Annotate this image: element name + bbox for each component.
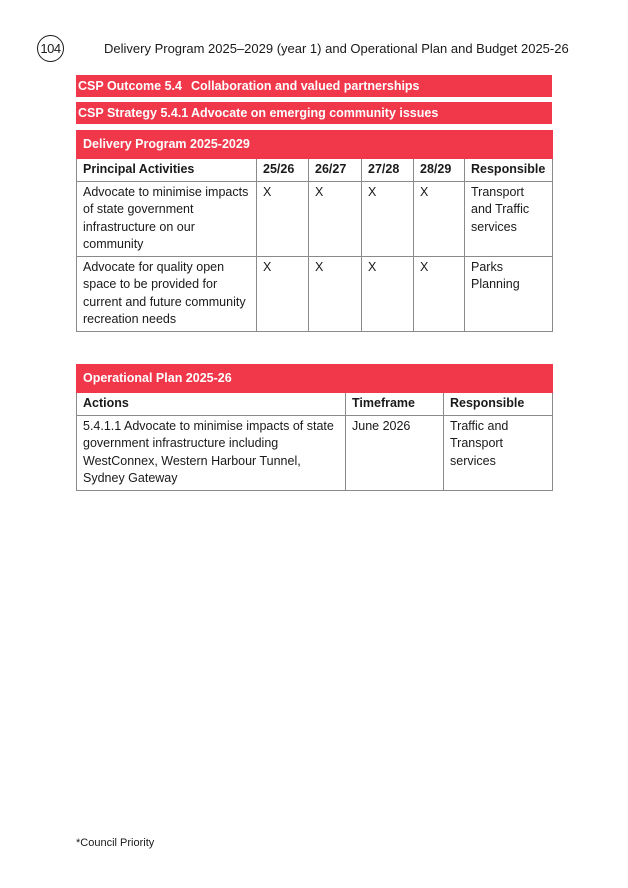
year-mark-cell: X xyxy=(257,181,309,256)
year-mark-cell: X xyxy=(309,256,362,331)
operational-plan-caption: Operational Plan 2025-26 xyxy=(77,365,553,393)
csp-strategy-band xyxy=(76,102,552,124)
activity-cell: Advocate to minimise impacts of state government infrastructure on our community xyxy=(77,181,257,256)
table-row xyxy=(77,415,553,490)
year-mark-cell: X xyxy=(362,181,414,256)
page-number: 104 xyxy=(37,35,64,62)
table-row xyxy=(77,256,553,331)
responsible-cell: Transport and Traffic services xyxy=(465,181,553,256)
table-row xyxy=(77,181,553,256)
footnote: *Council Priority xyxy=(76,837,155,849)
action-cell: 5.4.1.1 Advocate to minimise impacts of state government infrastructure including WestConnex, Western Harbour Tunnel, Sydney Gateway xyxy=(77,415,346,490)
column-header: 27/28 xyxy=(362,159,414,182)
responsible-cell: Traffic and Transport services xyxy=(444,415,553,490)
column-header: Actions xyxy=(77,393,346,416)
outcome-text: Collaboration and valued partnerships xyxy=(191,79,420,93)
column-header: 26/27 xyxy=(309,159,362,182)
responsible-cell: Parks Planning xyxy=(465,256,553,331)
year-mark-cell: X xyxy=(414,181,465,256)
strategy-text: Advocate on emerging community issues xyxy=(191,106,439,120)
csp-outcome-band xyxy=(76,75,552,97)
outcome-code: CSP Outcome 5.4 xyxy=(78,79,182,93)
delivery-program-caption: Delivery Program 2025-2029 xyxy=(77,131,553,159)
column-header: Principal Activities xyxy=(77,159,257,182)
operational-plan-table xyxy=(76,364,553,491)
delivery-program-table xyxy=(76,130,553,332)
year-mark-cell: X xyxy=(414,256,465,331)
column-header: Timeframe xyxy=(346,393,444,416)
timeframe-cell: June 2026 xyxy=(346,415,444,490)
year-mark-cell: X xyxy=(257,256,309,331)
year-mark-cell: X xyxy=(309,181,362,256)
column-header: Responsible xyxy=(444,393,553,416)
page-title: Delivery Program 2025–2029 (year 1) and Operational Plan and Budget 2025-26 xyxy=(104,41,569,56)
column-header: Responsible xyxy=(465,159,553,182)
year-mark-cell: X xyxy=(362,256,414,331)
activity-cell: Advocate for quality open space to be provided for current and future community recreation needs xyxy=(77,256,257,331)
column-header: 25/26 xyxy=(257,159,309,182)
strategy-code: CSP Strategy 5.4.1 xyxy=(78,106,189,120)
column-header: 28/29 xyxy=(414,159,465,182)
